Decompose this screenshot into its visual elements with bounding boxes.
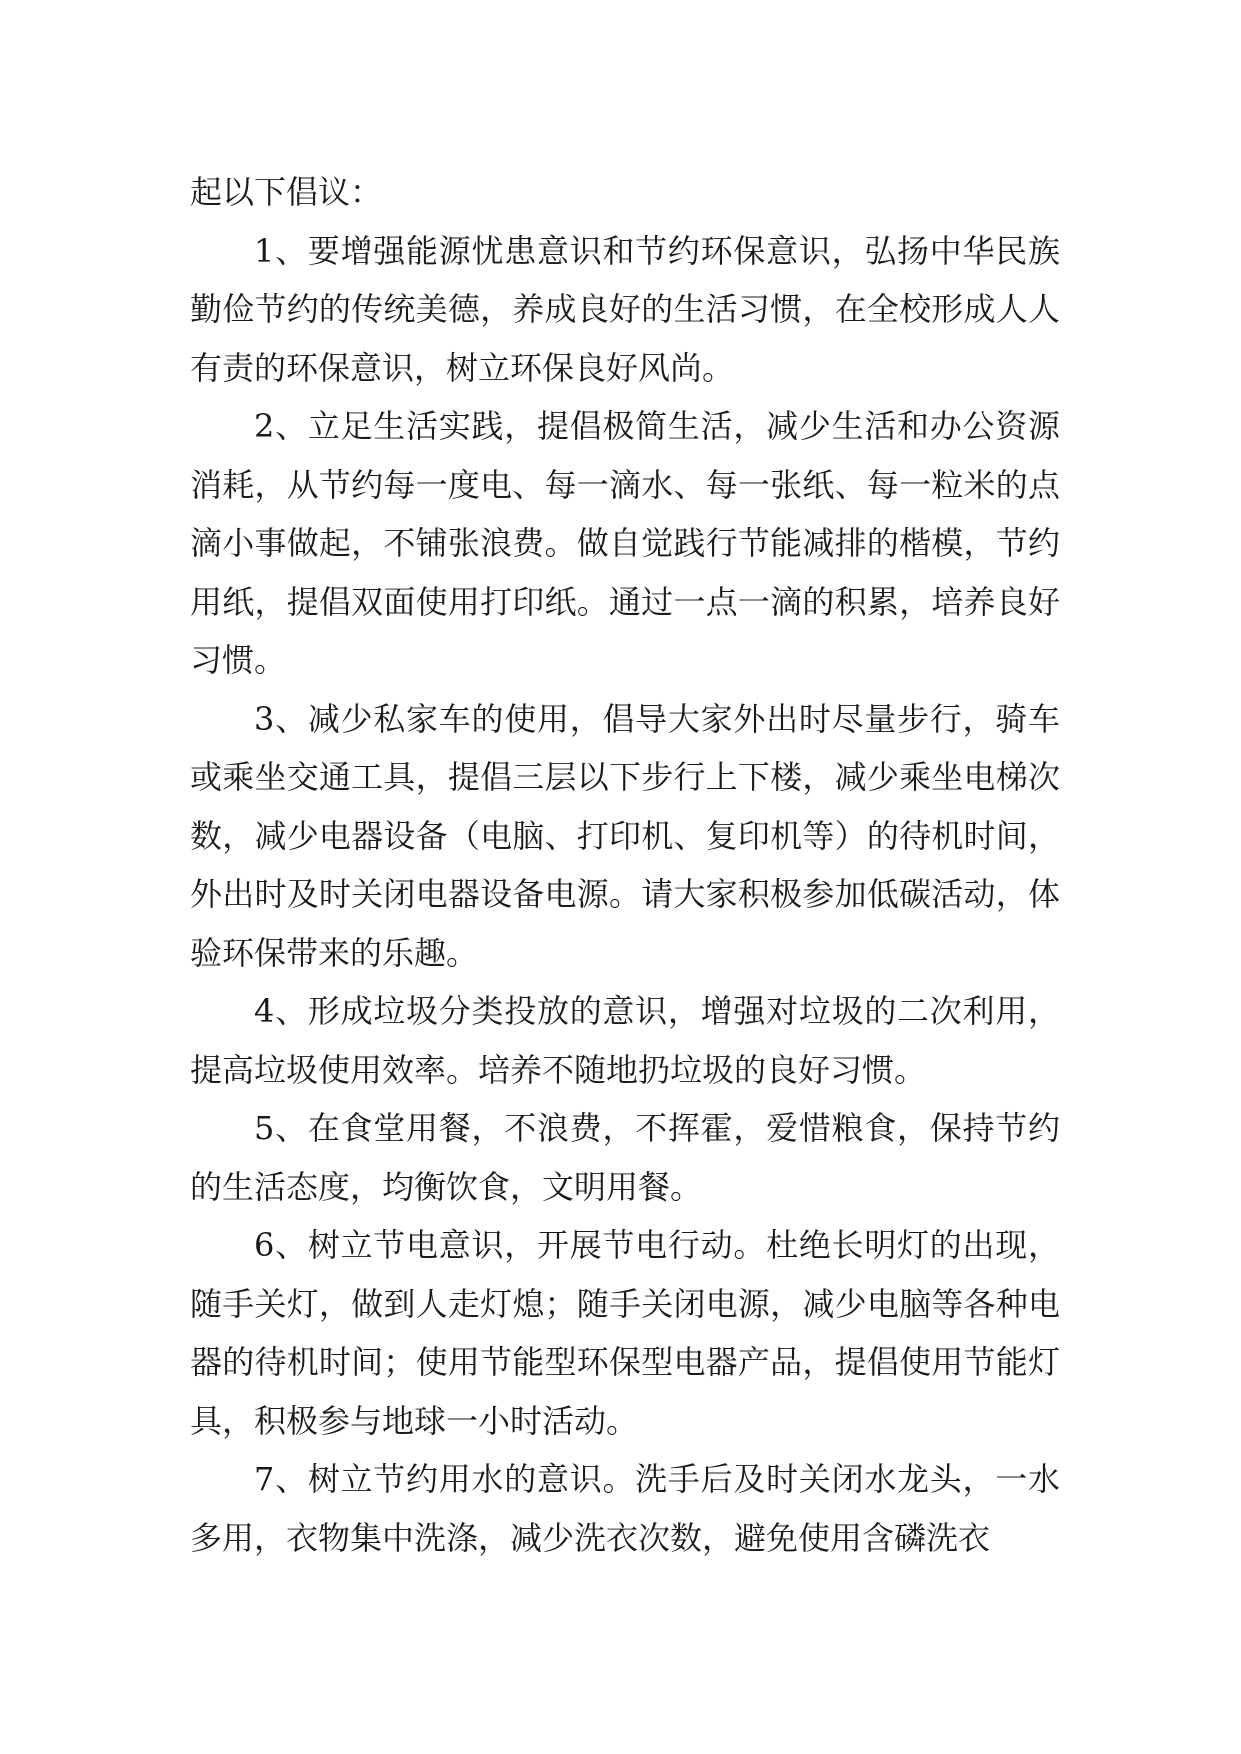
paragraph-item-3: 3、减少私家车的使用，倡导大家外出时尽量步行，骑车或乘坐交通工具，提倡三层以下步行上下楼，减少乘坐电梯次数，减少电器设备（电脑、打印机、复印机等）的待机时间，外出时及时关闭电器设备电源。请大家积极参加低碳活动，体验环保带来的乐趣。 — [190, 699, 1060, 972]
paragraph-item-2: 2、立足生活实践，提倡极简生活，减少生活和办公资源消耗，从节约每一度电、每一滴水、每一张纸、每一粒米的点滴小事做起，不铺张浪费。做自觉践行节能减排的楷模，节约用纸，提倡双面使用打印纸。通过一点一滴的积累，培养良好习惯。 — [190, 407, 1060, 679]
paragraph-item-7: 7、树立节约用水的意识。洗手后及时关闭水龙头，一水多用，衣物集中洗涤，减少洗衣次数，避免使用含磷洗衣 — [190, 1460, 1060, 1557]
document-page — [190, 163, 1060, 1567]
paragraph-item-4: 4、形成垃圾分类投放的意识，增强对垃圾的二次利用，提高垃圾使用效率。培养不随地扔垃圾的良好习惯。 — [190, 992, 1060, 1089]
paragraph-item-1: 1、要增强能源忧患意识和节约环保意识，弘扬中华民族勤俭节约的传统美德，养成良好的生活习惯，在全校形成人人有责的环保意识，树立环保良好风尚。 — [190, 231, 1060, 387]
paragraph-item-6: 6、树立节电意识，开展节电行动。杜绝长明灯的出现，随手关灯，做到人走灯熄；随手关闭电源，减少电脑等各种电器的待机时间；使用节能型环保型电器产品，提倡使用节能灯具，积极参与地球一小时活动。 — [190, 1226, 1060, 1440]
paragraph-item-5: 5、在食堂用餐，不浪费，不挥霍，爱惜粮食，保持节约的生活态度，均衡饮食，文明用餐。 — [190, 1109, 1060, 1206]
paragraph-intro: 起以下倡议： — [190, 173, 383, 211]
